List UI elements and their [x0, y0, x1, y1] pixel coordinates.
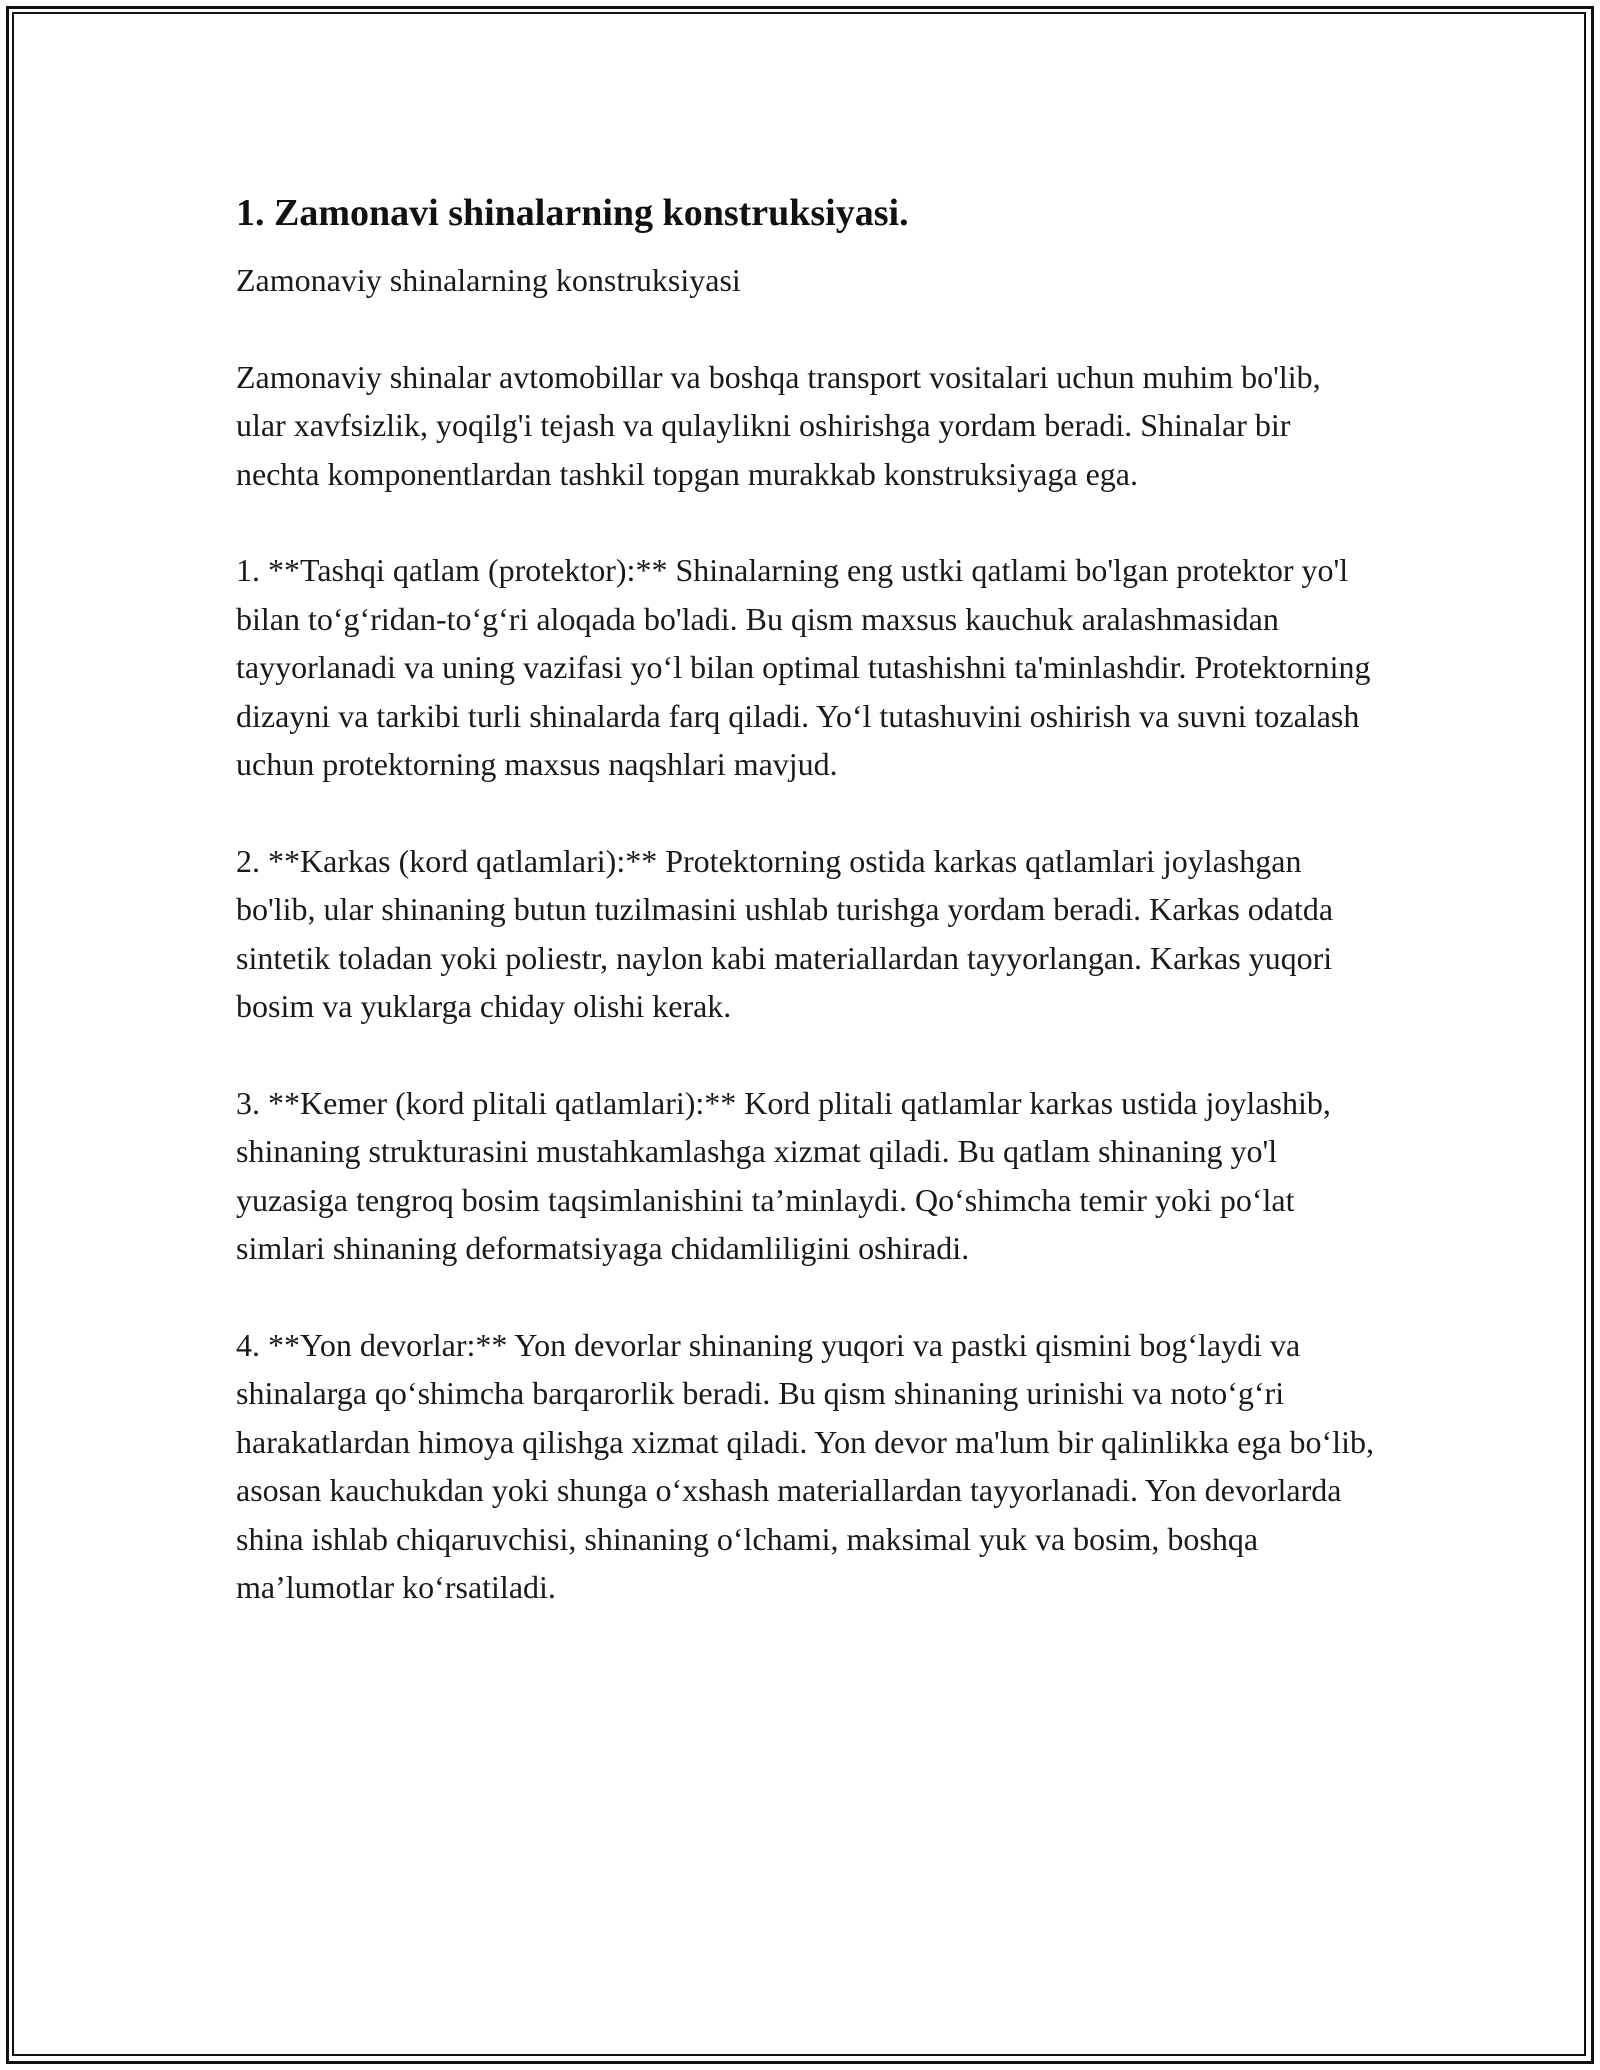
document-body: [236, 188, 1376, 1660]
paragraph-sidewalls: 4. **Yon devorlar:** Yon devorlar shinaning yuqori va pastki qismini bog‘laydi va shinalarga qo‘shimcha barqarorlik beradi. Bu qism shinaning urinishi va noto‘g‘ri harakatlardan himoya qilishga xizmat qiladi. Yon devor ma'lum bir qalinlikka ega bo‘lib, asosan kauchukdan yoki shunga o‘xshash materiallardan tayyorlanadi. Yon devorlarda shina ishlab chiqaruvchisi, shinaning o‘lchami, maksimal yuk va bosim, boshqa ma’lumotlar ko‘rsatiladi.: [236, 1326, 1374, 1605]
paragraph-tread: 1. **Tashqi qatlam (protektor):** Shinalarning eng ustki qatlami bo'lgan protektor yo'l bilan to‘g‘ridan-to‘g‘ri aloqada bo'ladi. Bu qism maxsus kauchuk aralashmasidan tayyorlanadi va uning vazifasi yo‘l bilan optimal tutashishni ta'minlashdir. Protektorning dizayni va tarkibi turli shinalarda farq qiladi. Yo‘l tutashuvini oshirish va suvni tozalash uchun protektorning maxsus naqshlari mavjud.: [236, 552, 1371, 782]
paragraph-belt: 3. **Kemer (kord plitali qatlamlari):** Kord plitali qatlamlar karkas ustida joylashib, shinaning strukturasini mustahkamlashga xizmat qiladi. Bu qatlam shinaning yo'l yuzasiga tengroq bosim taqsimlanishini ta’minlaydi. Qo‘shimcha temir yoki po‘lat simlari shinaning deformatsiyaga chidamliligini oshiradi.: [236, 1084, 1331, 1266]
document-heading: 1. Zamonavi shinalarning konstruksiyasi.: [236, 192, 909, 234]
document-subtitle: Zamonaviy shinalarning konstruksiyasi: [236, 262, 741, 298]
paragraph-carcass: 2. **Karkas (kord qatlamlari):** Protektorning ostida karkas qatlamlari joylashgan bo'lib, ular shinaning butun tuzilmasini ushlab turishga yordam beradi. Karkas odatda sintetik toladan yoki poliestr, naylon kabi materiallardan tayyorlangan. Karkas yuqori bosim va yuklarga chiday olishi kerak.: [236, 842, 1334, 1024]
paragraph-intro: Zamonaviy shinalar avtomobillar va boshqa transport vositalari uchun muhim bo'lib, ular xavfsizlik, yoqilg'i tejash va qulaylikni oshirishga yordam beradi. Shinalar bir nechta komponentlardan tashkil topgan murakkab konstruksiyaga ega.: [236, 358, 1321, 492]
